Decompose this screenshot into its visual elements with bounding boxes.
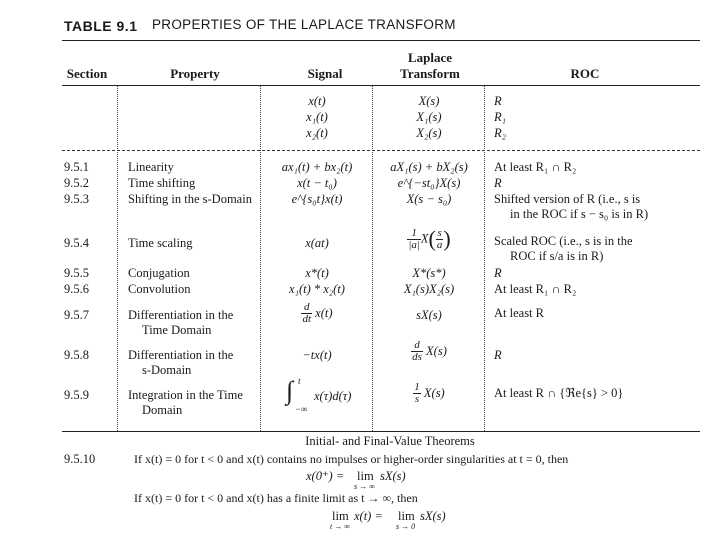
row-transform: X₁(s)X₂(s) [403, 282, 455, 296]
row-section: 9.5.4 [64, 236, 89, 250]
arg-den: a [436, 238, 443, 251]
base-signal-2: x₂(t) [306, 126, 328, 140]
col-sep-3 [372, 86, 373, 431]
base-transform-2: X₂(s) [416, 126, 442, 140]
theorem-line-1: If x(t) = 0 for t < 0 and x(t) contains no impulses or higher-order singularities at t = 0, then [134, 452, 569, 466]
recip-num: 1 [414, 381, 420, 393]
row-property: Differentiation in the [128, 308, 234, 322]
row-property: Conjugation [128, 266, 190, 280]
row-roc: At least R [494, 306, 544, 320]
row-roc: At least R₁ ∩ R₂ [494, 160, 577, 174]
theorem-heading: Initial- and Final-Value Theorems [305, 434, 475, 448]
header-transform-2: Transform [400, 66, 460, 81]
transform-body: X(s) [426, 344, 447, 358]
transform-body: X [420, 231, 429, 246]
eq2-lim-2: lim [398, 509, 415, 523]
row-section: 9.5.3 [64, 192, 89, 206]
row-section: 9.5.5 [64, 266, 89, 280]
integral-lower: −∞ [295, 404, 308, 414]
coef-num: 1 [407, 228, 421, 240]
row-property: Integration in the Time [128, 388, 243, 402]
integral-upper: t [298, 376, 301, 386]
deriv-fraction [301, 302, 312, 325]
table-title: PROPERTIES OF THE LAPLACE TRANSFORM [152, 17, 456, 32]
header-signal: Signal [307, 66, 343, 81]
row-section: 9.5.7 [64, 308, 89, 322]
eq1-sub: s → ∞ [354, 482, 375, 491]
row-roc: Shifted version of R (i.e., s is [494, 192, 641, 206]
row-section: 9.5.6 [64, 282, 89, 296]
row-transform: aX₁(s) + bX₂(s) [390, 160, 468, 174]
row-transform: sX(s) [416, 308, 442, 322]
deriv-den: dt [302, 313, 312, 325]
theorem-section: 9.5.10 [64, 452, 96, 466]
header-roc: ROC [570, 66, 600, 81]
row-property: Shifting in the s-Domain [128, 192, 252, 206]
row-signal [262, 302, 372, 325]
eq2-rhs: sX(s) [420, 509, 446, 523]
eq1-rhs: sX(s) [380, 469, 406, 483]
coef-fraction [407, 228, 421, 251]
row-property-line2: Domain [142, 403, 183, 417]
row-signal: x(at) [305, 236, 329, 250]
deriv-num: d [411, 340, 423, 352]
row-signal: x*(t) [305, 266, 329, 280]
eq1-lim: lim [357, 469, 374, 483]
row-signal: e^{s₀t}x(t) [291, 192, 343, 206]
base-roc-1: R₁ [494, 110, 506, 124]
row-transform [374, 340, 484, 363]
col-sep-1 [117, 86, 118, 431]
coef-den: |a| [408, 238, 420, 251]
row-section: 9.5.2 [64, 176, 89, 190]
row-roc: At least R ∩ {ℜe{s} > 0} [494, 386, 624, 400]
deriv-den: ds [412, 351, 422, 363]
theorem-line-2: If x(t) = 0 for t < 0 and x(t) has a finite limit as t → ∞, then [134, 491, 418, 505]
table-label: TABLE 9.1 [64, 18, 138, 34]
row-property-line2: s-Domain [142, 363, 192, 377]
deriv-num: d [301, 302, 312, 314]
row-roc: Scaled ROC (i.e., s is in the [494, 234, 633, 248]
row-roc: R [494, 176, 502, 190]
row-roc-line2: ROC if s/a is in R) [510, 249, 604, 263]
row-signal: −tx(t) [302, 348, 332, 362]
row-section: 9.5.8 [64, 348, 89, 362]
integral-sign: ∫ [286, 376, 294, 405]
row-roc: R [494, 266, 502, 280]
row-property: Time scaling [128, 236, 193, 250]
row-transform: X*(s*) [412, 266, 446, 280]
signal-body: x(t) [315, 306, 333, 320]
header-section: Section [66, 66, 108, 81]
row-transform: e^{−st₀}X(s) [397, 176, 461, 190]
base-roc-2: R₂ [494, 126, 506, 140]
header-transform-1: Laplace [407, 50, 453, 65]
base-transform-1: X₁(s) [416, 110, 442, 124]
base-signal-1: x₁(t) [306, 110, 328, 124]
eq1-lhs: x(0⁺) = [306, 469, 345, 483]
base-transform-0: X(s) [418, 94, 440, 108]
row-signal: x(t − t₀) [297, 176, 337, 190]
header-rule [62, 85, 700, 86]
col-sep-4 [484, 86, 485, 431]
top-rule [62, 40, 700, 41]
row-signal: ax₁(t) + bx₂(t) [281, 160, 353, 174]
recip-den: s [414, 393, 420, 405]
col-sep-2 [260, 86, 261, 431]
arg-num: s [437, 226, 442, 239]
eq2-sub-1: t → ∞ [330, 522, 350, 531]
theorem-rule [62, 431, 700, 432]
row-property: Differentiation in the [128, 348, 234, 362]
row-signal: x₁(t) * x₂(t) [289, 282, 345, 296]
header-property: Property [170, 66, 220, 81]
row-section: 9.5.9 [64, 388, 89, 402]
row-transform [374, 382, 484, 405]
recip-fraction [413, 382, 421, 405]
deriv-fraction [411, 340, 423, 363]
integral-body: x(τ)d(τ) [314, 389, 352, 403]
base-signal-0: x(t) [308, 94, 326, 108]
row-section: 9.5.1 [64, 160, 89, 174]
eq2-lim-1: lim [332, 509, 349, 523]
eq2-mid: x(t) = [354, 509, 383, 523]
eq2-sub-2: s → 0 [396, 522, 416, 531]
row-property: Time shifting [128, 176, 196, 190]
row-property-line2: Time Domain [142, 323, 212, 337]
row-roc-line2: in the ROC if s − s₀ is in R) [510, 207, 649, 221]
row-roc: R [494, 348, 502, 362]
transform-body: X(s) [423, 386, 445, 400]
base-roc-0: R [494, 94, 502, 108]
row-transform: X(s − s₀) [406, 192, 452, 206]
row-property: Linearity [128, 160, 174, 174]
row-transform: $\frac{1}{|a|}$ X( $\frac{s}{a}$ ) [408, 226, 451, 251]
base-divider [62, 150, 700, 151]
row-property: Convolution [128, 282, 191, 296]
row-roc: At least R₁ ∩ R₂ [494, 282, 577, 296]
